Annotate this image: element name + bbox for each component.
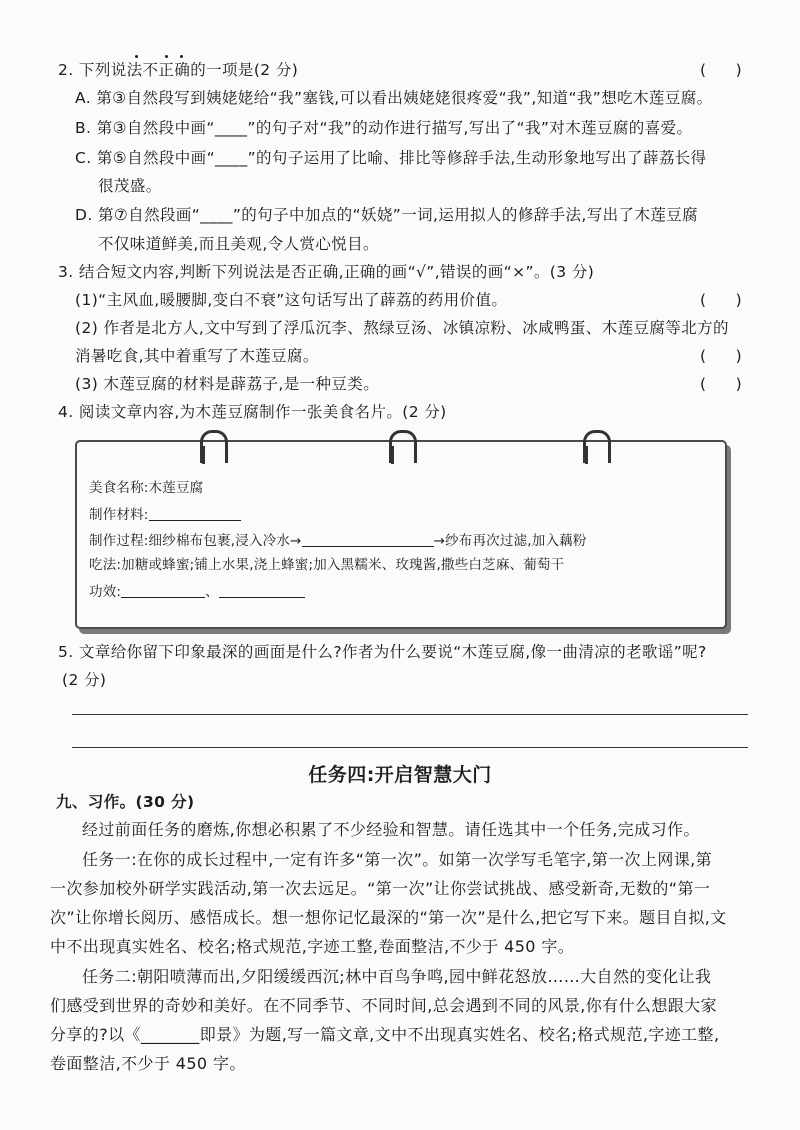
task2-line: 分享的?以《_______即景》为题,写一篇文章,文中不出现真实姓名、校名;格式规范,字迹工整, bbox=[50, 1025, 720, 1044]
task1-line: 任务一:在你的成长过程中,一定有许多“第一次”。如第一次学写毛笔字,第一次上网课,第 bbox=[82, 850, 713, 869]
effect-blank-2[interactable] bbox=[219, 581, 305, 598]
card-process-label: 制作过程:细纱棉布包裹,浸入冷水→ bbox=[89, 533, 302, 549]
answer-line-1[interactable] bbox=[72, 714, 748, 715]
q2-option-a: A. 第③自然段写到姨姥姥给“我”塞钱,可以看出姨姥姥很疼爱“我”,知道“我”想吃木莲豆腐。 bbox=[75, 89, 713, 107]
q2-answer-paren[interactable]: ( ) bbox=[700, 61, 742, 79]
task1-line: 中不出现真实姓名、校名;格式规范,字迹工整,卷面整洁,不少于 450 字。 bbox=[50, 937, 575, 956]
q3-answer-paren-3[interactable]: ( ) bbox=[700, 375, 742, 393]
binder-ring-stem bbox=[202, 446, 205, 464]
card-effect-row bbox=[89, 581, 305, 602]
task2-line: 们感受到世界的奇妙和美好。在不同季节、不同时间,总会遇到不同的风景,你有什么想跟大家 bbox=[50, 996, 717, 1015]
card-process-rest: →纱布再次过滤,加入藕粉 bbox=[433, 533, 587, 549]
binder-ring-stem bbox=[585, 446, 588, 464]
answer-line-2[interactable] bbox=[72, 747, 748, 748]
task2-line: 任务二:朝阳喷薄而出,夕阳缓缓西沉;林中百鸟争鸣,园中鲜花怒放……大自然的变化让我 bbox=[82, 967, 712, 986]
task2-line: 卷面整洁,不少于 450 字。 bbox=[50, 1054, 246, 1073]
q4-stem: 4. 阅读文章内容,为木莲豆腐制作一张美食名片。(2 分) bbox=[58, 403, 447, 421]
emphasis-dot bbox=[165, 55, 168, 58]
process-blank[interactable] bbox=[302, 530, 434, 547]
q5-score: (2 分) bbox=[62, 671, 107, 689]
essay-intro: 经过前面任务的磨炼,你想必积累了不少经验和智慧。请任选其中一个任务,完成习作。 bbox=[82, 820, 700, 839]
q3-statement-3: (3) 木莲豆腐的材料是薜荔子,是一种豆类。 bbox=[75, 375, 380, 393]
q3-stem: 3. 结合短文内容,判断下列说法是否正确,正确的画“√”,错误的画“×”。(3 分) bbox=[58, 263, 595, 281]
card-material-row bbox=[89, 504, 241, 525]
effect-blank-1[interactable] bbox=[121, 581, 205, 598]
essay-title: 九、习作。(30 分) bbox=[56, 793, 195, 811]
q3-statement-1: (1)“主风血,暖腰脚,变白不衰”这句话写出了薜荔的药用价值。 bbox=[75, 291, 508, 309]
emphasis-dot bbox=[180, 55, 183, 58]
card-material-label: 制作材料: bbox=[89, 507, 149, 523]
q3-statement-2-cont: 消暑吃食,其中着重写了木莲豆腐。 bbox=[75, 347, 319, 365]
q3-statement-2: (2) 作者是北方人,文中写到了浮瓜沉李、熬绿豆汤、冰镇凉粉、冰咸鸭蛋、木莲豆腐等北方的 bbox=[75, 319, 729, 337]
material-blank[interactable] bbox=[149, 504, 241, 521]
food-card bbox=[75, 440, 727, 629]
q2-option-d: D. 第⑦自然段画“____”的句子中加点的“妖娆”一词,运用拟人的修辞手法,写出了木莲豆腐 bbox=[75, 206, 699, 224]
q2-option-b: B. 第③自然段中画“____”的句子对“我”的动作进行描写,写出了“我”对木莲豆腐的喜爱。 bbox=[75, 119, 693, 137]
card-effect-sep: 、 bbox=[205, 584, 219, 600]
task4-title: 任务四:开启智慧大门 bbox=[308, 764, 492, 786]
card-process-row bbox=[89, 530, 587, 551]
emphasis-dot bbox=[135, 55, 138, 58]
q2-stem: 2. 下列说法不正确的一项是(2 分) bbox=[58, 61, 299, 79]
card-food-name: 美食名称:木莲豆腐 bbox=[89, 480, 204, 496]
q3-answer-paren-2[interactable]: ( ) bbox=[700, 347, 742, 365]
q3-answer-paren-1[interactable]: ( ) bbox=[700, 291, 742, 309]
q2-option-c: C. 第⑤自然段中画“____”的句子运用了比喻、排比等修辞手法,生动形象地写出了薜荔长得 bbox=[75, 149, 707, 167]
binder-ring-stem bbox=[391, 446, 394, 464]
q2-option-d-cont: 不仅味道鲜美,而且美观,令人赏心悦目。 bbox=[98, 235, 379, 253]
q5-stem: 5. 文章给你留下印象最深的画面是什么?作者为什么要说“木莲豆腐,像一曲清凉的老歌谣”呢? bbox=[58, 643, 707, 661]
card-effect-label: 功效: bbox=[89, 584, 122, 600]
q2-option-c-cont: 很茂盛。 bbox=[98, 177, 162, 195]
card-eating: 吃法:加糖或蜂蜜;铺上水果,浇上蜂蜜;加入黑糯米、玫瑰酱,撒些白芝麻、葡萄干 bbox=[89, 557, 565, 573]
task1-line: 次”让你增长阅历、感悟成长。想一想你记忆最深的“第一次”是什么,把它写下来。题目自拟,文 bbox=[50, 908, 727, 927]
task1-line: 一次参加校外研学实践活动,第一次去远足。“第一次”让你尝试挑战、感受新奇,无数的“第一 bbox=[50, 879, 711, 898]
